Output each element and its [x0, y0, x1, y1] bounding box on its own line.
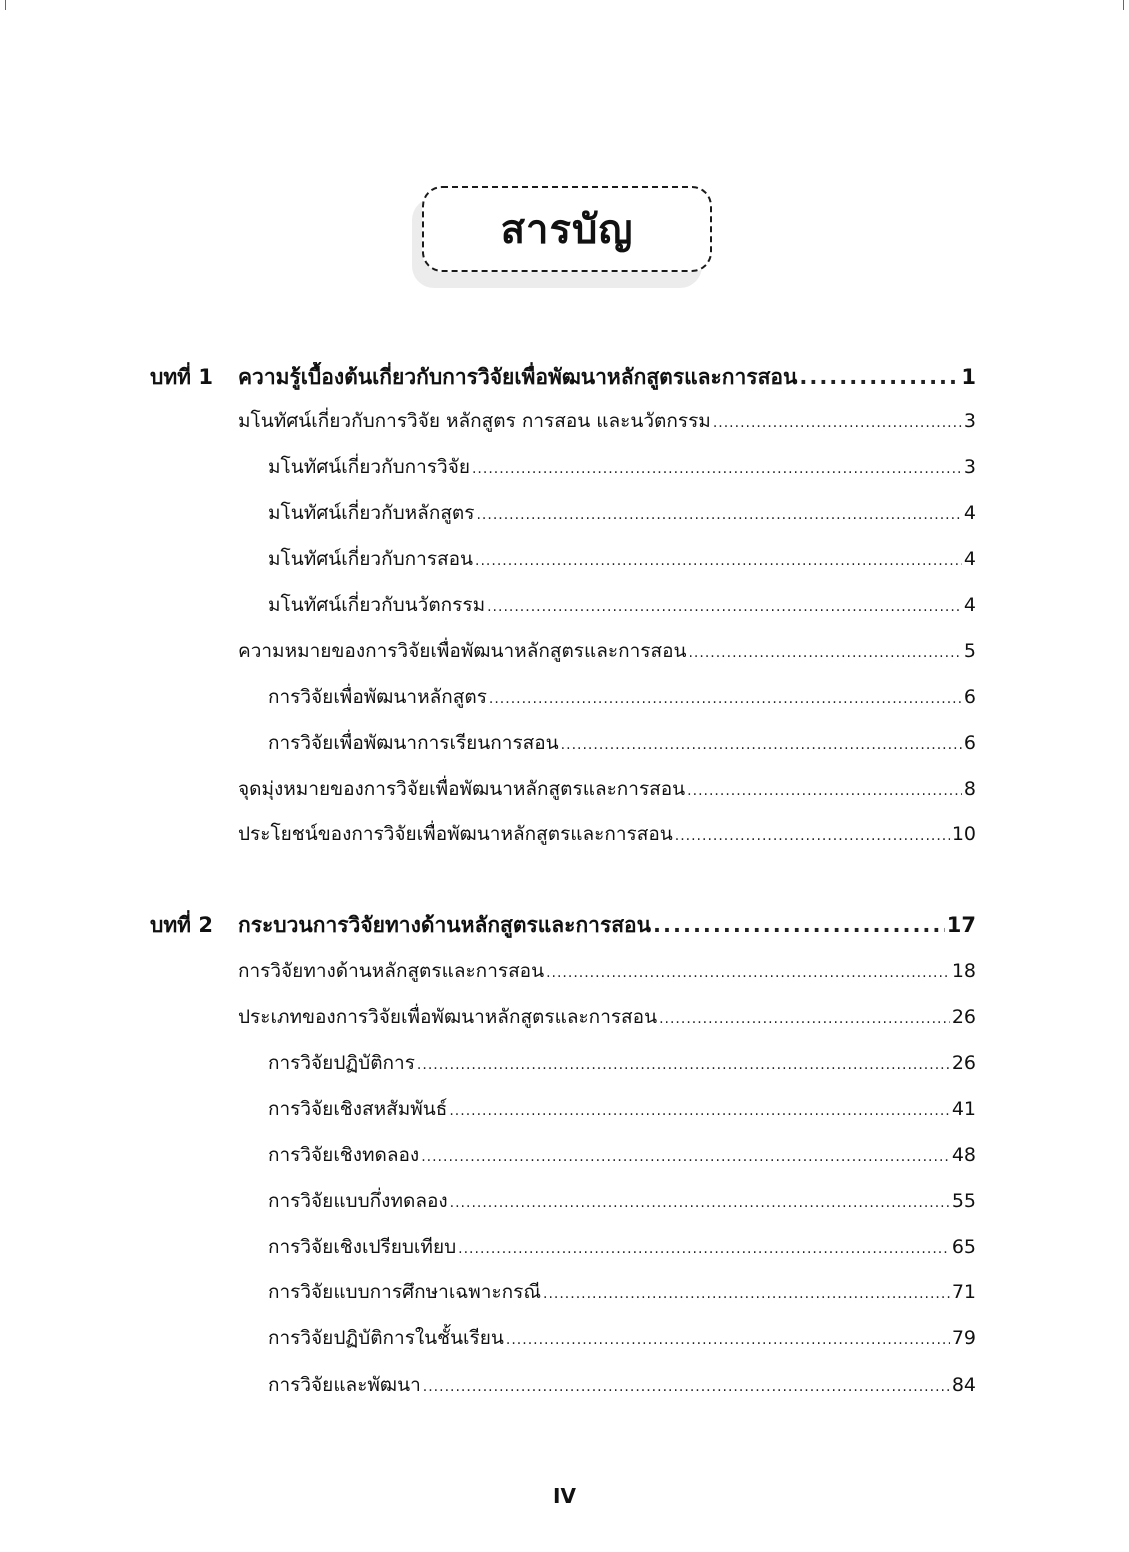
entry-page: 48 [951, 1144, 976, 1166]
dot-leader [487, 592, 962, 620]
dot-leader [546, 958, 950, 986]
entry-page: 26 [951, 1052, 976, 1074]
toc-chapter-1[interactable] [150, 362, 976, 392]
entry-title: การวิจัยเพื่อพัฒนาการเรียนการสอน [268, 732, 559, 754]
toc-entry[interactable] [238, 636, 976, 666]
title-badge-box [422, 186, 712, 272]
entry-title: มโนทัศน์เกี่ยวกับการวิจัย [268, 456, 470, 478]
entry-page: 4 [963, 548, 976, 570]
page-number: IV [553, 1484, 576, 1508]
toc-entry[interactable] [268, 1048, 976, 1078]
entry-page: 5 [963, 640, 976, 662]
chapter-page: 1 [961, 365, 976, 389]
entry-title: มโนทัศน์เกี่ยวกับการวิจัย หลักสูตร การสอน และนวัตกรรม [238, 410, 711, 432]
entry-title: การวิจัยแบบการศึกษาเฉพาะกรณี [268, 1281, 541, 1303]
chapter-number: บทที่ 1 [150, 365, 213, 389]
toc-entry[interactable] [268, 1370, 976, 1400]
dot-leader [506, 1325, 950, 1353]
toc-entry[interactable] [238, 406, 976, 436]
dot-leader [713, 408, 962, 436]
entry-title: ความหมายของการวิจัยเพื่อพัฒนาหลักสูตรและการสอน [238, 640, 687, 662]
dot-leader [489, 684, 962, 712]
toc-entry[interactable] [268, 1186, 976, 1216]
entry-page: 6 [963, 686, 976, 708]
entry-page: 6 [963, 732, 976, 754]
entry-title: ประโยชน์ของการวิจัยเพื่อพัฒนาหลักสูตรและการสอน [238, 823, 673, 845]
toc-entry[interactable] [238, 956, 976, 986]
entry-page: 26 [951, 1006, 976, 1028]
toc-chapter-2[interactable] [150, 910, 976, 940]
dot-leader [417, 1050, 950, 1078]
entry-page: 10 [951, 823, 976, 845]
toc-entry[interactable] [238, 1002, 976, 1032]
entry-title: มโนทัศน์เกี่ยวกับหลักสูตร [268, 502, 475, 524]
entry-title: มโนทัศน์เกี่ยวกับการสอน [268, 548, 474, 570]
dot-leader [475, 546, 962, 574]
toc-entry[interactable] [268, 544, 976, 574]
entry-title: การวิจัยปฏิบัติการในชั้นเรียน [268, 1327, 504, 1349]
dot-leader [561, 730, 962, 758]
chapter-number: บทที่ 2 [150, 913, 213, 937]
toc-entry[interactable] [268, 498, 976, 528]
toc-entry[interactable] [268, 590, 976, 620]
entry-title: การวิจัยแบบกึ่งทดลอง [268, 1190, 448, 1212]
dot-leader [659, 1004, 950, 1032]
entry-page: 65 [951, 1236, 976, 1258]
entry-title: การวิจัยปฏิบัติการ [268, 1052, 415, 1074]
entry-page: 55 [951, 1190, 976, 1212]
dot-leader [450, 1188, 950, 1216]
entry-page: 3 [963, 410, 976, 432]
dot-leader [687, 776, 962, 804]
entry-page: 4 [963, 594, 976, 616]
entry-title: การวิจัยเชิงทดลอง [268, 1144, 420, 1166]
dot-leader [653, 910, 945, 940]
toc-entry[interactable] [268, 1277, 976, 1307]
page-title: สารบัญ [500, 207, 634, 253]
entry-page: 4 [963, 502, 976, 524]
entry-title: จุดมุ่งหมายของการวิจัยเพื่อพัฒนาหลักสูตรและการสอน [238, 778, 686, 800]
toc-entry[interactable] [238, 774, 976, 804]
chapter-page: 17 [946, 913, 976, 937]
entry-title: การวิจัยทางด้านหลักสูตรและการสอน [238, 960, 545, 982]
entry-page: 3 [963, 456, 976, 478]
dot-leader [675, 821, 950, 849]
entry-page: 71 [951, 1281, 976, 1303]
dot-leader [449, 1096, 949, 1124]
entry-page: 8 [963, 778, 976, 800]
toc-entry[interactable] [268, 452, 976, 482]
entry-title: การวิจัยเชิงสหสัมพันธ์ [268, 1098, 448, 1120]
dot-leader [458, 1234, 950, 1262]
toc-entry[interactable] [268, 1140, 976, 1170]
entry-title: ประเภทของการวิจัยเพื่อพัฒนาหลักสูตรและการสอน [238, 1006, 658, 1028]
dot-leader [421, 1142, 950, 1170]
dot-leader [688, 638, 961, 666]
entry-title: การวิจัยเพื่อพัฒนาหลักสูตร [268, 686, 487, 708]
chapter-title: ความรู้เบื้องต้นเกี่ยวกับการวิจัยเพื่อพัฒนาหลักสูตรและการสอน [238, 365, 798, 389]
dot-leader [543, 1279, 950, 1307]
entry-title: การวิจัยและพัฒนา [268, 1374, 421, 1396]
entry-page: 79 [951, 1327, 976, 1349]
toc-entry[interactable] [268, 1232, 976, 1262]
dot-leader [476, 500, 961, 528]
crop-mark-left [5, 0, 6, 10]
toc-entry[interactable] [268, 682, 976, 712]
toc-entry[interactable] [268, 1323, 976, 1353]
toc-entry[interactable] [268, 1094, 976, 1124]
toc-entry[interactable] [268, 728, 976, 758]
entry-page: 84 [951, 1374, 976, 1396]
crop-mark-right [1123, 0, 1124, 10]
dot-leader [472, 454, 962, 482]
entry-title: การวิจัยเชิงเปรียบเทียบ [268, 1236, 457, 1258]
title-badge [412, 186, 718, 290]
dot-leader [799, 362, 959, 392]
toc-entry[interactable] [238, 819, 976, 849]
chapter-title: กระบวนการวิจัยทางด้านหลักสูตรและการสอน [238, 913, 652, 937]
entry-title: มโนทัศน์เกี่ยวกับนวัตกรรม [268, 594, 486, 616]
dot-leader [423, 1372, 950, 1400]
entry-page: 41 [951, 1098, 976, 1120]
entry-page: 18 [951, 960, 976, 982]
